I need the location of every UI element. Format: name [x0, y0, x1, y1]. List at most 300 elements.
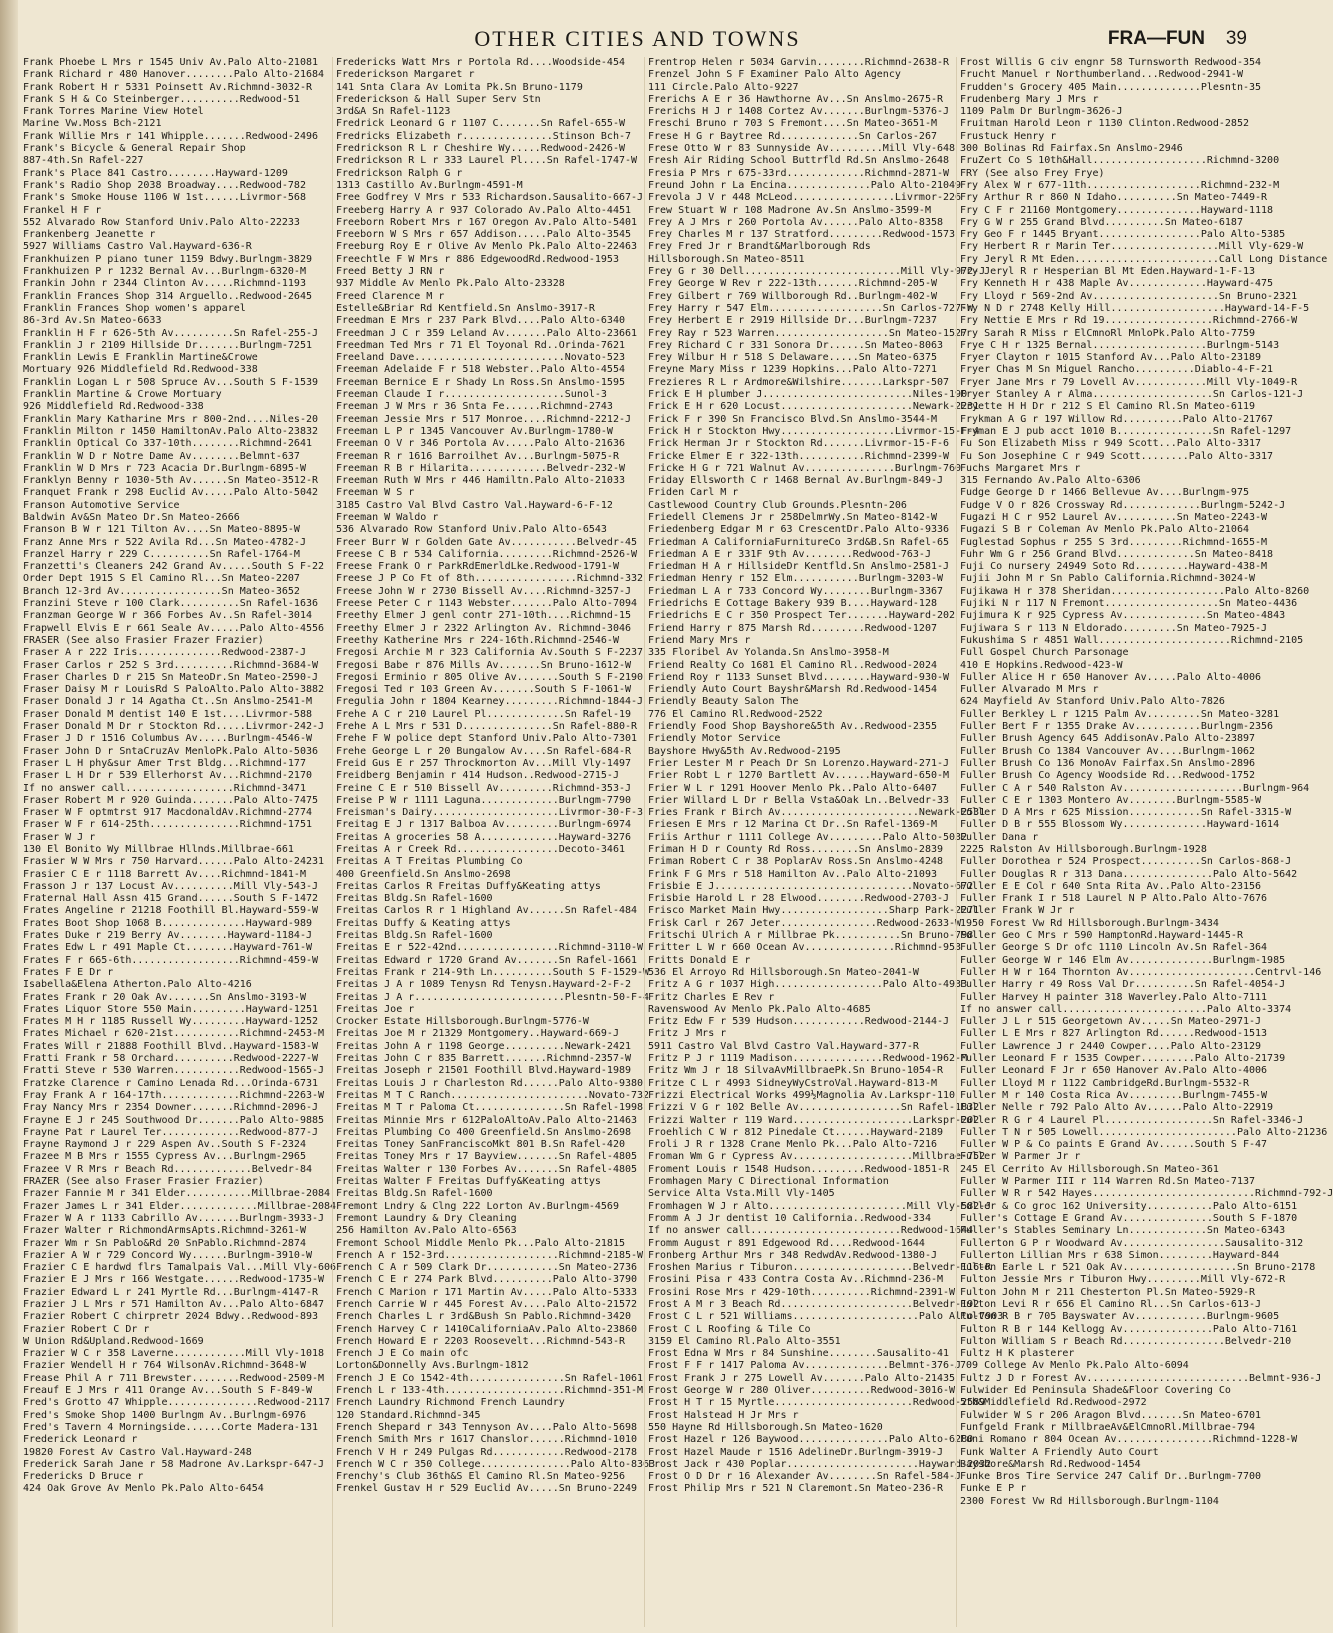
listing-line: French V H r 249 Pulgas Rd............Redwood-2178	[336, 1446, 638, 1458]
listing-line: Bayshore Hwy&5th Av.Redwood-2195	[648, 745, 841, 757]
listing-line: Fraser Donald J r 14 Agatha Ct..Sn Anslmo-2541-M	[23, 696, 312, 708]
listing-line: Frankel H F r	[23, 204, 102, 216]
listing-line: Franklin Optical Co 337-10th........Richmnd-2641	[23, 438, 312, 450]
listing-line: Frazer Fannie M r 341 Elder...........Millbrae-2084	[23, 1188, 331, 1200]
listing-line: Frisbie Harold L r 28 Elwood........Redwood-2703-J	[648, 893, 950, 905]
listing-line: Fuller D B r 555 Blossom Wy..............Hayward-1614	[960, 819, 1280, 831]
listing-line: Fuller Bert F r 1355 Drake Av...........Burlngm-2356	[960, 721, 1274, 733]
listing-line: Frenzel John S F Examiner Palo Alto Agency	[648, 69, 901, 81]
listing-line: Friend Harry r 875 Marsh Rd.........Redwood-1207	[648, 622, 937, 634]
listing-line: Fuller W Parmer Jr r	[960, 1151, 1081, 1163]
listing-line: Frankenberg Jeanette r	[23, 229, 156, 241]
listing-line: Fry Herbert R r Marin Ter..................Mill Vly-629-W	[960, 241, 1304, 253]
listing-line: Frehe A C r 210 Laurel Pl.............Sn Rafel-19	[336, 708, 632, 720]
listing-line: Fredricks Elizabeth r...............Stinson Bch-7	[336, 130, 632, 142]
listing-line: Frier Lester M r Peach Dr Sn Lorenzo.Hayward-271-J	[648, 757, 950, 769]
listing-line: Fuchs Margaret Mrs r	[960, 462, 1081, 474]
listing-line: Franklin Martine & Crowe Mortuary	[23, 389, 222, 401]
listing-line: Frazier Robert C Dr r	[23, 1323, 150, 1335]
listing-line: Fritz P J r 1119 Madison...............Redwood-1962-M	[648, 1053, 968, 1065]
listing-line: Fuller Brush Co Agency Woodside Rd...Redwood-1752	[960, 770, 1256, 782]
listing-line: Freeman W S r	[336, 487, 415, 499]
listing-line: Frayne Pat r Laurel Ter.............Redwood-877-J	[23, 1126, 319, 1138]
listing-line: Crocker Estate Hillsborough.Burlngm-5776-W	[336, 1016, 589, 1028]
listing-line: Fromhagen Mary C Directional Information	[648, 1176, 889, 1188]
listing-line: Frehe A L Mrs r 531 D...............Sn Rafel-880-R	[336, 721, 638, 733]
listing-line: Frezieres R L r Ardmore&Wilshire.......Larkspr-507	[648, 376, 950, 388]
listing-line: Frazier J L Mrs r 571 Hamilton Av...Palo Alto-6847	[23, 1298, 325, 1310]
listing-line: Freid Gus E r 257 Throckmorton Av...Mill Vly-1497	[336, 757, 632, 769]
listing-line: Frederickson & Hall Super Serv Stn	[336, 93, 541, 105]
listing-line: Franz Anne Mrs r 522 Avila Rd...Sn Mateo-4782-J	[23, 536, 306, 548]
listing-line: Fred's Smoke Shop 1400 Burlngm Av..Burlngm-6976	[23, 1409, 306, 1421]
listing-line: Fuller E E Col r 640 Snta Rita Av..Palo Alto-23156	[960, 880, 1262, 892]
listing-line: Freese John W r 2730 Bissell Av....Richmnd-3257-J	[336, 585, 632, 597]
listing-line: French C A r 509 Clark Dr............Sn Mateo-2736	[336, 1262, 638, 1274]
listing-line: Frazer W A r 1133 Cabrillo Av.......Burlngm-3933-J	[23, 1212, 325, 1224]
listing-line: 937 Middle Av Menlo Pk.Palo Alto-23328	[336, 278, 565, 290]
listing-line: Frey Richard C r 331 Sonora Dr......Sn Mateo-8063	[648, 339, 944, 351]
listing-line: Fuller Berkley L r 1215 Palm Av.........Sn Mateo-3281	[960, 708, 1280, 720]
listing-line: Frier W L r 1291 Hoover Menlo Pk..Palo Alto-6407	[648, 782, 937, 794]
listing-line: Friendly Auto Court Bayshr&Marsh Rd.Redwood-1454	[648, 684, 937, 696]
alphabet-range: FRA—FUN	[1107, 28, 1205, 49]
directory-columns	[20, 57, 1333, 1627]
listing-line: Fronberg Arthur Mrs r 348 RedwdAv.Redwood-1380-J	[648, 1249, 937, 1261]
listing-line: 5927 Williams Castro Val.Hayward-636-R	[23, 241, 252, 253]
listing-line: Frisk Carl r 267 Jeter................Redwood-2633-W	[648, 917, 962, 929]
listing-line: Freeman W Waldo r	[336, 511, 439, 523]
listing-line: French Laundry Richmond French Laundry	[336, 1397, 565, 1409]
listing-line: Freitas Joe r	[336, 1003, 415, 1015]
listing-line: Frey George W Rev r 222-13th.......Richmnd-205-W	[648, 278, 937, 290]
listing-line: Frank's Place 841 Castro........Hayward-1209	[23, 167, 288, 179]
listing-line: Fry Geo F r 1445 Bryant.................Palo Alto-5385	[960, 229, 1286, 241]
listing-line: Fullerton G P r Woodward Av.................Sausalito-312	[960, 1237, 1304, 1249]
listing-line: Freitag E J r 1317 Balboa Av.........Burlngm-6974	[336, 819, 632, 831]
listing-line: Frost Willis G civ engnr 58 Turnsworth Redwood-354	[960, 57, 1262, 68]
listing-line: French C Marion r 171 Martin Av.....Palo Alto-5333	[336, 1286, 638, 1298]
listing-line: Freeman Jessie Mrs r 517 Monroe....Richmnd-2212-J	[336, 413, 632, 425]
listing-line: Frick Herman Jr r Stockton Rd.......Livrmor-15-F-6	[648, 438, 950, 450]
listing-line: French C E r 274 Park Blvd..........Palo Alto-3790	[336, 1274, 638, 1286]
listing-line: Freitas A T Freitas Plumbing Co	[336, 856, 523, 868]
listing-line: Funi Romano r 804 Ocean Av................Richmnd-1228-W	[960, 1434, 1298, 1446]
listing-line: 400 Greenfield.Sn Anslmo-2698	[336, 868, 511, 880]
listing-line: 926 Middlefield Rd.Redwood-338	[23, 401, 204, 413]
listing-line: Fritz Edw F r 539 Hudson............Redwood-2144-J	[648, 1016, 950, 1028]
listing-line: Franzetti's Cleaners 242 Grand Av.....South S F-22	[23, 561, 325, 573]
listing-line: Friesen E Mrs r 12 Marina Ct Dr..Sn Rafel-1369-M	[648, 819, 937, 831]
listing-line: Frisco Market Main Hwy..................Sharp Park-2271	[648, 905, 980, 917]
listing-line: Fuller H W r 164 Thornton Av.....................Centrvl-146	[960, 966, 1322, 978]
listing-line: FRY (See also Frey Frye)	[960, 167, 1105, 179]
listing-line: 624 Mayfield Av Stanford Univ.Palo Alto-7826	[960, 696, 1225, 708]
listing-line: Ravenswood Av Menlo Pk.Palo Alto-4685	[648, 1003, 871, 1015]
listing-line: Freitas M T C Ranch.......................Novato-732	[336, 1089, 650, 1101]
listing-line: Freauf E J Mrs r 411 Orange Av...South S F-849-W	[23, 1385, 312, 1397]
listing-line: Frazee M B Mrs r 1555 Cypress Av...Burlngm-2965	[23, 1151, 306, 1163]
listing-line: Freund John r La Encina..............Palo Alto-21049	[648, 179, 962, 191]
listing-line: Frederick Sarah Jane r 58 Madrone Av.Larkspr-647-J	[23, 1458, 325, 1470]
listing-line: Frank's Bicycle & General Repair Shop	[23, 143, 246, 155]
listing-line: Frustuck Henry r	[960, 130, 1057, 142]
listing-line: Frank Robert H r 5331 Poinsett Av.Richmnd-3032-R	[23, 81, 312, 93]
listing-line: Freethy Elmer J r 2322 Arlington Av. Richmnd-3046	[336, 622, 632, 634]
listing-line: Freeburg Roy E r Olive Av Menlo Pk.Palo Alto-22463	[336, 241, 638, 253]
listing-line: Fuller Frank I r 518 Laurel N P Alto.Palo Alto-7676	[960, 893, 1268, 905]
listing-line: Isabella&Elena Atherton.Palo Alto-4216	[23, 979, 252, 991]
listing-line: Frazier Edward L r 241 Myrtle Rd...Burlngm-4147-R	[23, 1286, 319, 1298]
listing-line: Fraser L H Dr r 539 Ellerhorst Av...Richmnd-2170	[23, 770, 312, 782]
listing-line: Friis Arthur r 1111 College Av.........Palo Alto-5032	[648, 831, 968, 843]
listing-line: Freitas A groceries 58 A.............Hayward-3276	[336, 831, 632, 843]
listing-line: Fuller T N r 505 Lowell.......................Palo Alto-21236	[960, 1126, 1328, 1138]
listing-line: Fuller Brush Co 136 MonoAv Fairfax.Sn Anslmo-2896	[960, 757, 1256, 769]
listing-line: 335 Floribel Av Yolanda.Sn Anslmo-3958-M	[648, 647, 889, 659]
listing-line: Marine Vw.Moss Bch-2121	[23, 118, 162, 130]
listing-line: Frates Liquor Store 550 Main.........Hayward-1251	[23, 1003, 319, 1015]
listing-line: Fuller Alvarado M Mrs r	[960, 684, 1099, 696]
page-title: OTHER CITIES AND TOWNS	[474, 26, 801, 51]
listing-line: 550 Hayne Rd Hillsborough.Sn Mateo-1620	[648, 1421, 883, 1433]
listing-line: Frost Jack r 430 Poplar......................Hayward-2032	[648, 1458, 992, 1470]
listing-line: Frerichs H J r 1408 Cortez Av.......Burlngm-5376-J	[648, 106, 950, 118]
listing-line: Friedrichs E Cottage Bakery 939 B....Hayward-128	[648, 598, 937, 610]
listing-line: French J E Co 1542-4th................Sn Rafel-1061	[336, 1372, 644, 1384]
listing-line: Frosini Rose Mrs r 429-10th..........Richmnd-2391-W	[648, 1286, 956, 1298]
listing-line: 887-4th.Sn Rafel-227	[23, 155, 144, 167]
listing-line: Freitas Duffy & Keating attys	[336, 917, 511, 929]
listing-line: Fratzke Clarence r Camino Lenada Rd...Orinda-6731	[23, 1077, 319, 1089]
listing-line: Frasson J r 137 Locust Av..........Mill Vly-543-J	[23, 880, 319, 892]
listing-line: Fryer Clayton r 1015 Stanford Av...Palo Alto-23189	[960, 352, 1262, 364]
listing-line: Freine C E r 510 Bissell Av.........Richmnd-353-J	[336, 782, 632, 794]
listing-line: Freitas Walter r 130 Forbes Av.......Sn Rafel-4805	[336, 1163, 638, 1175]
listing-line: Fuller Frank W Jr r	[960, 905, 1075, 917]
listing-line: Frazier W C r 358 Laverne............Mill Vly-1018	[23, 1348, 325, 1360]
listing-line: Frizzi Walter r 119 Ward....................Larkspr-202	[648, 1114, 980, 1126]
listing-line: Fredericks D Bruce r	[23, 1471, 144, 1483]
listing-line: Freeland Dave.........................Novato-523	[336, 352, 625, 364]
listing-line: Branch 12-3rd Av.................Sn Mateo-3652	[23, 585, 300, 597]
listing-line: FRAZER (See also Fraser Frasier Frazier)	[23, 1176, 264, 1188]
listing-line: Freitas John C r 835 Barrett.......Richmnd-2357-W	[336, 1053, 632, 1065]
listing-line: Friday Ellsworth C r 1468 Bernal Av.Burlngm-849-J	[648, 475, 944, 487]
listing-line: French L r 133-4th....................Richmnd-351-M	[336, 1385, 644, 1397]
listing-line: Fuller Geo C Mrs r 590 HamptonRd.Hayward-1445-R	[960, 930, 1243, 942]
listing-line: Frank Torres Marine View Hotel	[23, 106, 204, 118]
listing-line: Fritter L W r 660 Ocean Av...............Richmnd-953	[648, 942, 962, 954]
listing-line: Fuller Douglas R r 313 Dana...............Palo Alto-5642	[960, 868, 1298, 880]
listing-line: Frevola J V r 448 McLeod.................Livrmor-226	[648, 192, 962, 204]
listing-line: Frankhuizen P piano tuner 1159 Bdwy.Burlngm-3829	[23, 253, 312, 265]
listing-line: Freitas Bldg.Sn Rafel-1600	[336, 893, 493, 905]
listing-line: Fulton Levi R r 656 El Camino Rl...Sn Carlos-613-J	[960, 1298, 1262, 1310]
listing-line: Fritz Charles E Rev r	[648, 991, 775, 1003]
listing-line: 120 Standard.Richmnd-345	[336, 1409, 481, 1421]
listing-line: Frost C L r 521 Williams.....................Palo Alto-7903	[648, 1311, 1004, 1323]
listing-line: Franklin Lewis E Franklin Martine&Crowe	[23, 352, 258, 364]
listing-line: Freeman R B r Hilarita.............Belvedr-232-W	[336, 462, 625, 474]
listing-line: Frank's Smoke House 1106 W 1st......Livrmor-568	[23, 192, 306, 204]
listing-line: Frey Charles M r 137 Stratford.........Redwood-1573	[648, 229, 956, 241]
listing-line: 256 Hamilton Av.Palo Alto-6563	[336, 1225, 517, 1237]
listing-line: Freitas M T r Paloma Ct...............Sn Rafel-1998	[336, 1102, 644, 1114]
listing-line: Hillsborough.Sn Mateo-8511	[648, 253, 805, 265]
listing-line: Fredericks Watt Mrs r Portola Rd....Woodside-454	[336, 57, 625, 68]
listing-line: Frey Herbert E r 2919 Hillside Dr...Burlngm-7237	[648, 315, 937, 327]
listing-line: Fuller C A r 540 Ralston Av....................Burlngm-964	[960, 782, 1310, 794]
listing-line: Fry Lloyd r 569-2nd Av.....................Sn Bruno-2321	[960, 290, 1298, 302]
listing-line: Franzel Harry r 229 C..........Sn Rafel-1764-M	[23, 548, 300, 560]
listing-line: Fulton William S r Beach Rd.................Belvedr-210	[960, 1335, 1292, 1347]
listing-line: Fuller Lawrence J r 2440 Cowper....Palo Alto-23129	[960, 1040, 1262, 1052]
listing-line: Freitas Plumbing Co 400 Greenfield.Sn Anslmo-2698	[336, 1126, 632, 1138]
listing-line: Freitas Minnie Mrs r 612PaloAltoAv.Palo Alto-21463	[336, 1114, 638, 1126]
listing-line: Frucht Manuel r Northumberland...Redwood-2941-W	[960, 69, 1243, 81]
listing-line: 1950 Forest Vw Rd Hillsborough.Burlngm-3434	[960, 917, 1219, 929]
listing-line: Franson Automotive Service	[23, 499, 180, 511]
listing-line: Fromm August r 891 Edgewood Rd....Redwood-1644	[648, 1237, 925, 1249]
listing-line: Fred's Tavern 4 Morningside......Corte Madera-131	[23, 1421, 319, 1433]
listing-line: Fresia P Mrs r 675-33rd.............Richmnd-2871-W	[648, 167, 950, 179]
listing-line: Frates Angeline r 21218 Foothill Bl.Hayward-559-W	[23, 905, 319, 917]
listing-line: Frudenberg Mary J Mrs r	[960, 93, 1099, 105]
listing-line: 141 Snta Clara Av Lomita Pk.Sn Bruno-1179	[336, 81, 583, 93]
listing-line: Fry C F r 21160 Montgomery..............Hayward-1118	[960, 204, 1274, 216]
listing-line: Franklin H F r 626-5th Av..........Sn Rafel-255-J	[23, 327, 319, 339]
listing-line: Franklin J r 2109 Hillside Dr.......Burlngm-7251	[23, 339, 312, 351]
listing-line: Fuller Dana r	[960, 831, 1039, 843]
listing-line: Freese Frank O r ParkRdEmerldLke.Redwood-1791-W	[336, 561, 619, 573]
listing-line: Fu Son Elizabeth Miss r 949 Scott...Palo Alto-3317	[960, 438, 1262, 450]
listing-line: Franklyn Benny r 1030-5th Av......Sn Mateo-3512-R	[23, 475, 319, 487]
listing-line: Freise P W r 1111 Laguna.............Burlngm-7790	[336, 794, 632, 806]
listing-line: 111 Circle.Palo Alto-9227	[648, 81, 799, 93]
listing-line: Fryer Jane Mrs r 79 Lovell Av............Mill Vly-1049-R	[960, 376, 1298, 388]
listing-line: Fremont Lndry & Clng 222 Lorton Av.Burlngm-4569	[336, 1200, 619, 1212]
listing-line: Frew Stuart W r 108 Madrone Av.Sn Anslmo-3599-M	[648, 204, 931, 216]
page-number: 39	[1225, 28, 1247, 49]
listing-line: French Smith Mrs r 1617 Chanslor......Richmnd-1010	[336, 1434, 638, 1446]
listing-line: 2300 Forest Vw Rd Hillsborough.Burlngm-1104	[960, 1495, 1219, 1507]
listing-line: Frosini Pisa r 433 Contra Costa Av..Richmnd-236-M	[648, 1274, 944, 1286]
listing-line: Fry N D r 2748 Kelly Hill...................Hayward-14-F-5	[960, 302, 1310, 314]
listing-line: Fuller Leonard F r 1535 Cowper.........Palo Alto-21739	[960, 1053, 1286, 1065]
listing-line: Fuller J L r 515 Georgetown Av.....Sn Mateo-2971-J	[960, 1016, 1262, 1028]
listing-line: Frates Michael r 620-21st...........Richmnd-2453-M	[23, 1028, 325, 1040]
listing-line: Frost A M r 3 Beach Rd......................Belvedr-192	[648, 1298, 980, 1310]
listing-line: Frey A J Mrs r 260 Portola Av......Palo Alto-8358	[648, 216, 944, 228]
listing-line: Frey Ray r 523 Warren...................Sn Mateo-1527	[648, 327, 968, 339]
listing-line: Freeman Ruth W Mrs r 446 Hamiltn.Palo Alto-21033	[336, 475, 625, 487]
listing-line: Fromm A J Jr dentist 10 California..Redwood-334	[648, 1212, 931, 1224]
listing-line: Fredrickson Ralph G r	[336, 167, 463, 179]
listing-line: Frey Harry r 547 Elm...................Sn Carlos-727-W	[648, 302, 974, 314]
listing-column-1	[20, 57, 337, 1627]
listing-line: Frazier Wendell H r 764 WilsonAv.Richmnd-3648-W	[23, 1360, 306, 1372]
listing-line: Frasier W W Mrs r 750 Harvard......Palo Alto-24231	[23, 856, 325, 868]
listing-line: Freitas Edward r 1720 Grand Av.......Sn Rafel-1661	[336, 954, 638, 966]
listing-line: 5911 Castro Val Blvd Castro Val.Hayward-377-R	[648, 1040, 919, 1052]
listing-line: 315 Fernando Av.Palo Alto-6306	[960, 475, 1141, 487]
listing-line: Frasier C E r 1118 Barrett Av....Richmnd-1841-M	[23, 868, 306, 880]
listing-line: Fuller M r 140 Costa Rica Av.........Burlngm-7455-W	[960, 1089, 1268, 1101]
listing-line: Friedell Clemens Jr r 258DelmrWy.Sn Mateo-8142-W	[648, 511, 937, 523]
listing-line: Frazier Robert C chirpretr 2024 Bdwy..Redwood-893	[23, 1311, 319, 1323]
listing-line: Frederickson Margaret r	[336, 69, 475, 81]
listing-line: Freed Clarence M r	[336, 290, 445, 302]
listing-line: Frost F F r 1417 Paloma Av..............Belmnt-376-J	[648, 1360, 962, 1372]
listing-line: Fraser Robert M r 920 Guinda.......Palo Alto-7475	[23, 794, 319, 806]
listing-line: Frates M H r 1185 Russell Wy.........Hayward-1252	[23, 1016, 319, 1028]
listing-line: Fuller's Cottage E Grand Av...............South S F-1870	[960, 1212, 1298, 1224]
listing-line: Fraser W J r	[23, 831, 96, 843]
listing-line: Friman Robert C r 38 PoplarAv Ross.Sn Anslmo-4248	[648, 856, 944, 868]
listing-line: Fulwider Ed Peninsula Shade&Floor Covering Co	[960, 1385, 1231, 1397]
listing-line: Frese H G r Baytree Rd.............Sn Carlos-267	[648, 130, 937, 142]
listing-line: Fricke Elmer E r 322-13th...........Richmnd-2399-W	[648, 450, 950, 462]
listing-line: Fray Nancy Mrs r 2354 Downer.......Richmnd-2096-J	[23, 1102, 319, 1114]
listing-line: Frick F r 390 Sn Francisco Blvd.Sn Anslmo-3544-M	[648, 413, 937, 425]
listing-line: Freeberg Harry A r 937 Colorado Av.Palo Alto-4451	[336, 204, 632, 216]
listing-line: Fry Sarah R Miss r ElCmnoRl MnloPk.Palo Alto-7759	[960, 327, 1256, 339]
listing-line: Funfgeld Frank r MillbraeAv&ElCmnoRl.Millbrae-794	[960, 1421, 1256, 1433]
listing-line: Frease Phil A r 711 Brewster........Redwood-2509-M	[23, 1372, 325, 1384]
listing-line: Frates F r 665-6th..................Richmnd-459-W	[23, 954, 319, 966]
listing-line: Fu Son Josephine C r 949 Scott........Palo Alto-3317	[960, 450, 1274, 462]
listing-line: Frenchy's Club 36th&S El Camino Rl.Sn Mateo-9256	[336, 1471, 625, 1483]
listing-line: French Charles L r 3rd&Bush Sn Pablo.Richmnd-3420	[336, 1311, 632, 1323]
listing-line: Frost Edna W Mrs r 84 Sunshine........Sausalito-41	[648, 1348, 950, 1360]
listing-line: French W C r 350 College...............Palo Alto-8363	[336, 1458, 656, 1470]
listing-line: Fraternal Hall Assn 415 Grand......South S F-1472	[23, 893, 319, 905]
listing-line: Fuller George W r 146 Elm Av..............Burlngm-1985	[960, 954, 1286, 966]
listing-line: FRASER (See also Frasier Frazer Frazier)	[23, 634, 264, 646]
listing-line: Fuller George S Dr ofc 1110 Lincoln Av.Sn Rafel-364	[960, 942, 1268, 954]
listing-line: Freese J P Co Ft of 8th.................Richmnd-332	[336, 573, 644, 585]
listing-line: Fries Frank r Birch Av.......................Newark-2531	[648, 807, 986, 819]
listing-line: Fry Nettie E Mrs r Rd 19..................Richmnd-2766-W	[960, 315, 1298, 327]
listing-line: Fry Jeryl R r Hesperian Bl Mt Eden.Hayward-1-F-13	[960, 266, 1256, 278]
listing-line: French Shepard r 343 Tennyson Av....Palo Alto-5698	[336, 1421, 638, 1433]
listing-line: Fryman E J pub acct 1010 B................Sn Rafel-1297	[960, 425, 1292, 437]
listing-line: 709 College Av Menlo Pk.Palo Alto-6094	[960, 1360, 1189, 1372]
listing-line: 536 El Arroyo Rd Hillsborough.Sn Mateo-2041-W	[648, 966, 919, 978]
listing-line: FruZert Co S 10th&Hall...................Richmnd-3200	[960, 155, 1280, 167]
listing-line: Fuller L E Mrs r 827 Arlington Rd......Redwood-1513	[960, 1028, 1268, 1040]
listing-line: Freeman Adelaide F r 518 Webster..Palo Alto-4554	[336, 364, 625, 376]
listing-line: Frey Wilbur H r 518 S Delaware.....Sn Mateo-6375	[648, 352, 937, 364]
listing-line: Friden Carl M r	[648, 487, 739, 499]
listing-line: Fujiki N r 117 N Fremont...................Sn Mateo-4436	[960, 598, 1298, 610]
listing-line: Frazer Walter r RichmondArmsApts.Richmnd-3261-W	[23, 1225, 306, 1237]
listing-line: Frazer Wm r Sn Pablo&Rd 20 SnPablo.Richmnd-2874	[23, 1237, 306, 1249]
listing-line: French A r 152-3rd...................Richmnd-2185-W	[336, 1249, 644, 1261]
listing-line: Fryette H H Dr r 212 S El Camino Rl.Sn Mateo-6119	[960, 401, 1256, 413]
listing-line: Franklin Frances Shop women's apparel	[23, 302, 246, 314]
listing-line: Fry G W r 255 Grand Blvd..........Sn Mateo-6187	[960, 216, 1243, 228]
listing-line: Frank Phoebe L Mrs r 1545 Univ Av.Palo Alto-21081	[23, 57, 319, 68]
listing-line: Freitas Joseph r 21501 Foothill Blvd.Hayward-1989	[336, 1065, 632, 1077]
listing-line: Freese Peter C r 1143 Webster.......Palo Alto-7094	[336, 598, 638, 610]
listing-line: Freeman L P r 1345 Vancouver Av.Burlngm-1780-W	[336, 425, 613, 437]
listing-line: Freitas A r Creek Rd.................Decoto-3461	[336, 844, 625, 855]
listing-line: Fujiwara S r 113 N Eldorado.........Sn Mateo-7925-J	[960, 622, 1268, 634]
listing-line: Frost Frank J r 275 Lowell Av.......Palo Alto-21435	[648, 1372, 956, 1384]
listing-line: Froshen Marius r Tiburon....................Belvedr-116-R	[648, 1262, 992, 1274]
listing-line: Fregosi Babe r 876 Mills Av.......Sn Bruno-1612-W	[336, 659, 632, 671]
listing-line: Fromhagen W J r Alto.......................Mill Vly-582-J	[648, 1200, 992, 1212]
listing-line: Freeborn Robert Mrs r 167 Oregon Av.Palo Alto-5401	[336, 216, 638, 228]
listing-line: Franklin Logan L r 508 Spruce Av...South S F-1539	[23, 376, 319, 388]
listing-line: 424 Oak Grove Av Menlo Pk.Palo Alto-6454	[23, 1483, 264, 1495]
listing-line: Frankhuizen P r 1232 Bernal Av...Burlngm-6320-M	[23, 266, 306, 278]
listing-line: Frazee V R Mrs r Beach Rd.............Belvedr-84	[23, 1163, 312, 1175]
listing-line: Frapwell Elvis E r 661 Seale Av.....Palo Alto-4556	[23, 622, 325, 634]
listing-line: 552 Alvarado Row Stanford Univ.Palo Alto-22233	[23, 216, 300, 228]
page-binding-edge	[0, 0, 18, 1633]
listing-line: Fukushima S r 4851 Wall......................Richmnd-2105	[960, 634, 1304, 646]
listing-line: Frayne E J r 245 Southwood Dr.......Palo Alto-9885	[23, 1114, 325, 1126]
listing-line: Fresh Air Riding School Buttrfld Rd.Sn Anslmo-2648	[648, 155, 950, 167]
listing-line: Franquet Frank r 298 Euclid Av.....Palo Alto-5042	[23, 487, 319, 499]
listing-line: Fuller Harvey H painter 318 Waverley.Palo Alto-7111	[960, 991, 1268, 1003]
listing-line: Fuller Leonard F Jr r 650 Hanover Av.Palo Alto-4006	[960, 1065, 1268, 1077]
listing-line: Fratti Steve r 530 Warren...........Redwood-1565-J	[23, 1065, 325, 1077]
listing-line: Franson B W r 121 Tilton Av....Sn Mateo-8895-W	[23, 524, 300, 536]
listing-line: Friendly Motor Service	[648, 733, 781, 745]
listing-line: Fritz Wm J r 18 SilvaAvMillbraePk.Sn Bruno-1054-R	[648, 1065, 944, 1077]
listing-line: Fredrickson R L r 333 Laurel Pl....Sn Rafel-1747-W	[336, 155, 638, 167]
listing-line: Freitas Louis J r Charleston Rd......Palo Alto-9380	[336, 1077, 644, 1089]
listing-line: Frazier E J Mrs r 166 Westgate......Redwood-1735-W	[23, 1274, 325, 1286]
listing-line: Fudge George D r 1466 Bellevue Av....Burlngm-975	[960, 487, 1249, 499]
listing-line: Frank's Radio Shop 2038 Broadway....Redwood-782	[23, 179, 306, 191]
listing-line: Fryer Stanley A r Alma....................Sn Carlos-121-J	[960, 389, 1304, 401]
listing-line: Freeman O V r 346 Portola Av.....Palo Alto-21636	[336, 438, 625, 450]
listing-line: Fuller W Parmer III r 114 Warren Rd.Sn Mateo-7137	[960, 1176, 1256, 1188]
listing-line: Frank S H & Co Steinberger..........Redwood-51	[23, 93, 300, 105]
listing-line: Freitas John A r 1198 George..........Newark-2421	[336, 1040, 632, 1052]
listing-line: Frier Robt L r 1270 Bartlett Av......Hayward-650-M	[648, 770, 950, 782]
listing-line: Fraser W F r 614-25th...............Richmnd-1751	[23, 819, 312, 831]
listing-line: Freschi Bruno r 703 S Fremont....Sn Mateo-3651-M	[648, 118, 937, 130]
listing-line: Fuller Nelle r 792 Palo Alto Av......Palo Alto-22919	[960, 1102, 1274, 1114]
listing-line: Friend Roy r 1133 Sunset Blvd........Hayward-930-W	[648, 671, 950, 683]
listing-line: Frenkel Gustav H r 529 Euclid Av.....Sn Bruno-2249	[336, 1483, 638, 1495]
listing-line: Fregulia John r 1804 Kearney.........Richmnd-1844-J	[336, 696, 644, 708]
listing-line: Fuller D A Mrs r 625 Mission............Sn Rafel-3315-W	[960, 807, 1292, 819]
listing-line: 1109 Palm Dr Burlngm-3626-J	[960, 106, 1123, 118]
listing-line: W Union Rd&Upland.Redwood-1669	[23, 1335, 204, 1347]
listing-line: Freeman Bernice E r Shady Ln Ross.Sn Anslmo-1595	[336, 376, 625, 388]
listing-line: Fregosi Archie M r 323 California Av.South S F-2237	[336, 647, 644, 659]
listing-line: Frehe George L r 20 Bungalow Av....Sn Rafel-684-R	[336, 745, 632, 757]
listing-line: 776 El Camino Rl.Redwood-2522	[648, 708, 823, 720]
listing-line: Friendly Food Shop Bayshore&5th Av..Redwood-2355	[648, 721, 937, 733]
listing-line: Freitas Walter F Freitas Duffy&Keating attys	[336, 1176, 601, 1188]
listing-line: Fulton Earle L r 521 Oak Av...................Sn Bruno-2178	[960, 1262, 1316, 1274]
listing-line: Frayne Raymond J r 229 Aspen Av..South S F-2324	[23, 1139, 306, 1151]
listing-line: Friedman H A r HillsideDr Kentfld.Sn Anslmo-2581-J	[648, 561, 950, 573]
listing-line: Frizzi Electrical Works 499½Magnolia Av.Larkspr-110	[648, 1089, 956, 1101]
listing-line: Fuller Dorothea r 524 Prospect..........Sn Carlos-868-J	[960, 856, 1292, 868]
listing-line: 3159 El Camino Rl.Palo Alto-3551	[648, 1335, 841, 1347]
listing-line: Frates F E Dr r	[23, 966, 114, 978]
listing-line: French Howard E r 2203 Roosevelt...Richmnd-543-R	[336, 1335, 625, 1347]
